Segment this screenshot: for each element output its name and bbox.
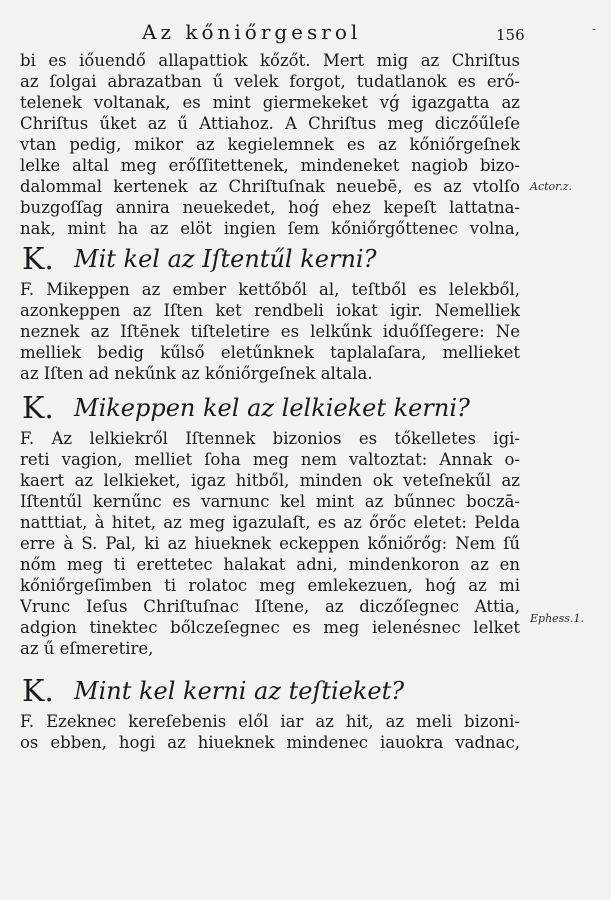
question-heading-1 — [20, 239, 520, 279]
text-line: kőniőrgeſimben ti rolatoc meg emlekezuen, hoǵ az mi — [20, 576, 520, 595]
question-heading-3 — [20, 671, 520, 711]
text-line: Vrunc Ieſus Chriſtuſnac Iſtene, az diczőſegnec Attia, — [20, 597, 520, 616]
text-line: dalommal kertenek az Chriſtuſnak neuebē, es az vtolſo — [20, 177, 520, 196]
question-text: Mint kel kerni az teſtieket? — [74, 677, 405, 705]
answer-paragraph-2 — [20, 428, 520, 659]
text-line: reti vagion, melliet ſoha meg nem valtoztat: Annak o- — [20, 450, 520, 469]
text-line: F. Ezeknec kereſebenis elől iar az hit, az meli bizoni- — [20, 712, 520, 731]
text-line: vtan pedig, mikor az kegielemnek es az kőniőrgeſnek — [20, 135, 520, 154]
margin-note-acts: Actor.z. — [530, 180, 572, 193]
margin-note-ephesians: Ephess.1. — [530, 612, 584, 625]
text-line: buzgoſſag annira neuekedet, hoǵ ehez kepeſt lattatna- — [20, 198, 520, 217]
text-line: erre à S. Pal, ki az hiueknek eckeppen kőniőrőg: Nem ſű — [20, 534, 520, 553]
page-number: 156 — [496, 26, 525, 44]
question-text: Mikeppen kel az lelkieket kerni? — [74, 394, 470, 422]
text-line: az ű eſmeretire, — [20, 639, 154, 658]
text-line: azonkeppen az Iſten ket rendbeli iokat igir. Nemelliek — [20, 301, 520, 320]
main-text — [20, 50, 520, 753]
text-line: Chriſtus űket az ű Attiahoz. A Chriſtus meg diczőűleſe — [20, 114, 520, 133]
text-line: kaert az lelkieket, igaz hitből, minden ok veteſnekűl az — [20, 471, 520, 490]
text-line: az Iſten ad nekűnk az kőniőrgeſnek altala. — [20, 364, 373, 383]
text-line: bi es iőuendő allapattiok kőzőt. Mert mig az Chriſtus — [20, 51, 520, 70]
corner-mark: - — [592, 22, 597, 36]
text-line: lelke altal meg erőſſitettenek, mindeneket nagiob bizo- — [20, 156, 520, 175]
running-title: Az kőniőrgesrol — [142, 20, 362, 44]
question-marker: K. — [22, 241, 54, 277]
paragraph-intro — [20, 50, 520, 239]
text-line: nőm meg ti erettetec halakat adni, mindenkoron az en — [20, 555, 520, 574]
text-line: az ſolgai abrazatban ű velek forgot, tudatlanok es erő- — [20, 72, 520, 91]
text-line: adgion tinektec bőlczeſegnec es meg ielenésnec lelket — [20, 618, 520, 637]
text-line: natttiat, à hitet, az meg igazulaſt, es az őrőc eletet: Pelda — [20, 513, 520, 532]
text-line: F. Az lelkiekről Iſtennek bizonios es tőkelletes igi- — [20, 429, 520, 448]
text-line: nak, mint ha az elöt ingien ſem kőniőrgőttenec volna, — [20, 219, 520, 238]
text-line: Iſtentűl kernűnc es varnunc kel mint az bűnnec boczā- — [20, 492, 520, 511]
question-heading-2 — [20, 388, 520, 428]
text-line: telenek voltanak, es mint giermekeket vǵ igazgatta az — [20, 93, 520, 112]
question-marker: K. — [22, 390, 54, 426]
question-text: Mit kel az Iſtentűl kerni? — [74, 245, 377, 273]
question-marker: K. — [22, 673, 54, 709]
text-line: melliek bedig kűlső eletűnknek taplalaſara, mellieket — [20, 343, 520, 362]
page-header — [0, 18, 611, 46]
answer-paragraph-1 — [20, 279, 520, 384]
text-line: os ebben, hogi az hiueknek mindenec iauokra vadnac, — [20, 733, 520, 752]
answer-paragraph-3 — [20, 711, 520, 753]
text-line: neznek az Iſtēnek tiſteletire es lelkűnk iduőſſegere: Ne — [20, 322, 520, 341]
text-line: F. Mikeppen az ember kettőből al, teſtből es lelekből, — [20, 280, 520, 299]
